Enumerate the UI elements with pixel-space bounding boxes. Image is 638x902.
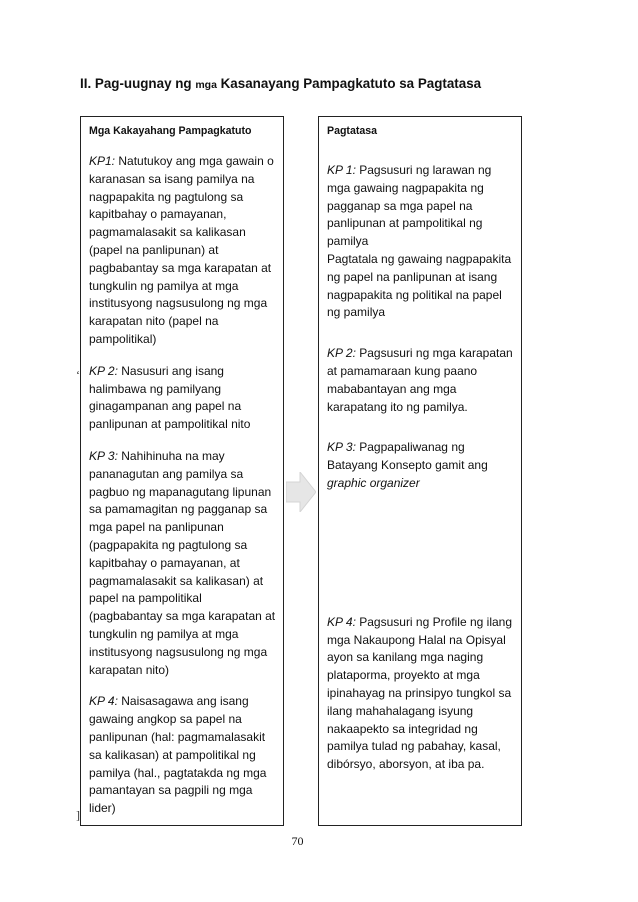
assessment-kp1-task: Pagtatala ng gawaing nagpapakita ng papel na panlipunan at isang nagpapakita ng politikal na papel ng pamilya: [327, 251, 512, 320]
competency-kp2: KP 2: Nasusuri ang isang halimbawa ng pamilyang ginagampanan ang papel na panlipunan at pampolitikal nito: [89, 363, 251, 432]
assessment-kp3: KP 3: Pagpapaliwanag ng Batayang Konsepto gamit ang graphic organizer: [327, 440, 488, 490]
section-heading: II. Pag-uugnay ng mga Kasanayang Pampagkatuto sa Pagtatasa: [80, 76, 482, 91]
competency-kp4: KP 4: Naisasagawa ang isang gawaing angkop sa papel na panlipunan (hal: pagmamalasakit sa kalikasan) at pampolitikal ng pamilya (hal., pagtatakda ng mga pamantayan sa pagpili ng mga lider): [89, 694, 267, 816]
assessment-title: Pagtatasa: [327, 125, 378, 137]
assessment-kp4: KP 4: Pagsusuri ng Profile ng ilang mga Nakaupong Halal na Opisyal ayon sa kanilang mga naging plataporma, proyekto at mga ipinahayag na prinsipyo tungkol sa ilang mahahalagang isyung nakaapekto sa integridad ng pamilya tulad ng pabahay, kasal, dibórsyo, aborsyon, at iba pa.: [327, 614, 512, 772]
learning-competencies-title: Mga Kakayahang Pampagkatuto: [89, 125, 252, 137]
competency-kp3: KP 3: Nahihinuha na may pananagutan ang pamilya sa pagbuo ng mapanagutang lipunan sa pamamagitan ng pagganap sa mga papel na panlipunan (pagpapakita ng pagtulong sa kapitbahay o pamayanan, at pagmamalasakit sa kalikasan) at papel na pampolitikal (pagbabantay sa mga karapatan at tungkulin ng pamilya at mga institusyong nagsusulong ng mga karapatan nito): [89, 448, 276, 677]
assessment-kp2: KP 2: Pagsusuri ng mga karapatan at pamamaraan kung paano mababantayan ang mga karapatang ito ng pamilya.: [327, 346, 513, 414]
page-number: 70: [291, 834, 304, 848]
learning-competencies-box: [80, 116, 284, 826]
right-arrow-icon: [286, 472, 316, 512]
competency-kp1: KP1: Natutukoy ang mga gawain o karanasan sa isang pamilya na nagpapakita ng pagtulong sa kapitbahay o pamayanan, pagmamalasakit sa kalikasan (papel na panlipunan) at pagbabantay sa mga karapatan at tungkulin ng pamilya at mga institusyong nagsusulong ng mga karapatan nito (papel na pampolitikal): [89, 154, 274, 346]
margin-fragment: ]: [76, 808, 80, 822]
margin-fragment: ‘: [76, 368, 80, 382]
assessment-box: [318, 116, 522, 826]
assessment-kp1: KP 1: Pagsusuri ng larawan ng mga gawaing nagpapakita ng pagganap sa mga papel na panlipunan at pampolitikal ng pamilya Pagtatala ng gawaing nagpapakita ng papel na panlipunan at isang nagpapakita ng politikal na papel ng pamilya: [327, 162, 515, 322]
